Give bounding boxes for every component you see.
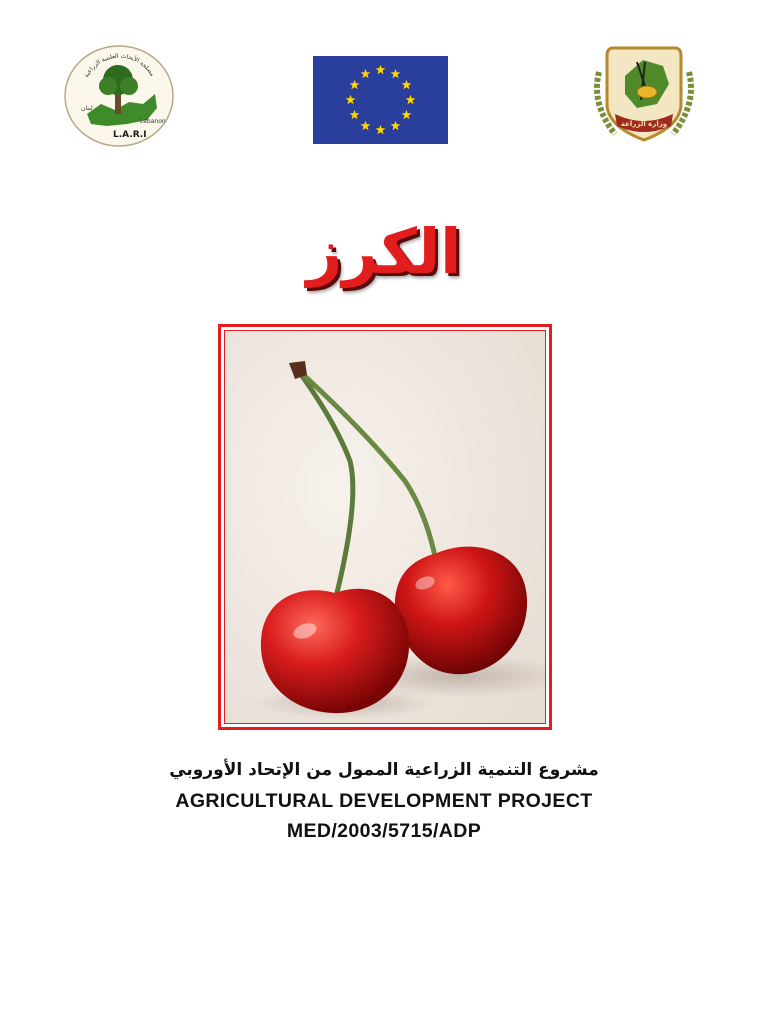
cherries-icon	[225, 331, 546, 724]
project-title-arabic: مشروع التنمية الزراعية الممول من الإتحاد الأوروبي	[169, 760, 599, 780]
cherries-photo	[224, 330, 546, 724]
lari-country-text: Lebanon	[140, 118, 166, 125]
page-title: الكرز	[306, 215, 462, 288]
cherries-photo-frame	[218, 324, 552, 730]
lari-city-text: لبنان	[81, 105, 93, 112]
lari-logo	[63, 44, 175, 148]
lari-acronym: L.A.R.I	[113, 130, 147, 140]
ministry-banner-text: وزارة الزراعة	[620, 120, 668, 128]
lari-arc-text: مصلحة الأبحاث العلمية الزراعية	[83, 52, 156, 79]
eu-flag-icon	[313, 56, 448, 144]
ministry-emblem-logo	[585, 42, 703, 150]
project-code: MED/2003/5715/ADP	[286, 820, 482, 842]
ministry-emblem-icon	[585, 42, 703, 150]
eu-flag-logo	[313, 56, 448, 144]
lari-tree-icon	[63, 44, 175, 148]
project-title-english: AGRICULTURAL DEVELOPMENT PROJECT	[175, 790, 593, 812]
